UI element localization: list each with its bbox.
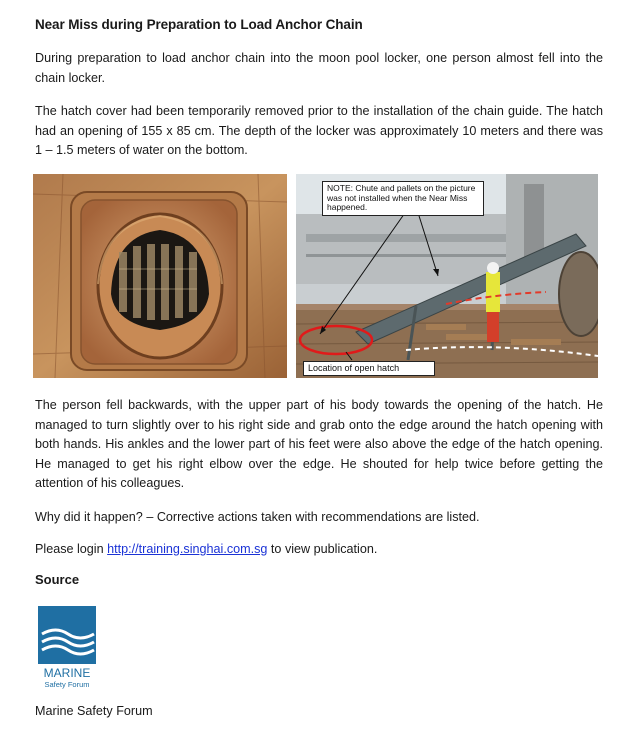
paragraph-why: Why did it happen? – Corrective actions taken with recommendations are listed.	[35, 510, 480, 524]
logo-line2: Safety Forum	[44, 680, 90, 689]
training-link[interactable]: http://training.singhai.com.sg	[107, 542, 268, 556]
paragraph-login	[35, 540, 603, 560]
paragraph-intro: During preparation to load anchor chain into the moon pool locker, one person almost fell into the chain locker.	[35, 51, 603, 85]
hatch-photo	[33, 174, 287, 378]
hatch-location-label: Location of open hatch	[303, 361, 435, 376]
logo-line1: MARINE	[43, 666, 91, 680]
login-prefix: Please login	[35, 542, 108, 556]
source-heading: Source	[35, 572, 80, 587]
paragraph-incident: The person fell backwards, with the upper part of his body towards the opening of the hatch. He managed to turn slightly over to his right side and grab onto the edge around the hatch opening with both hands. His ankles and the lower part of his feet were also above the edge of the hatch opening. He managed to get his right elbow over the edge. He shouted for help twice before getting the attention of his colleagues.	[35, 398, 603, 491]
document-title: Near Miss during Preparation to Load Anchor Chain	[35, 17, 363, 32]
photo-note: NOTE: Chute and pallets on the picture was not installed when the Near Miss happened.	[322, 181, 484, 216]
paragraph-hatch: The hatch cover had been temporarily removed prior to the installation of the chain guide. The hatch had an opening of 155 x 85 cm. The depth of the locker was approximately 10 meters and there was 1 – 1.5 meters of water on the bottom.	[35, 104, 603, 158]
login-suffix: to view publication.	[267, 542, 378, 556]
footer-source-name: Marine Safety Forum	[35, 704, 153, 718]
marine-safety-forum-logo	[38, 606, 96, 690]
